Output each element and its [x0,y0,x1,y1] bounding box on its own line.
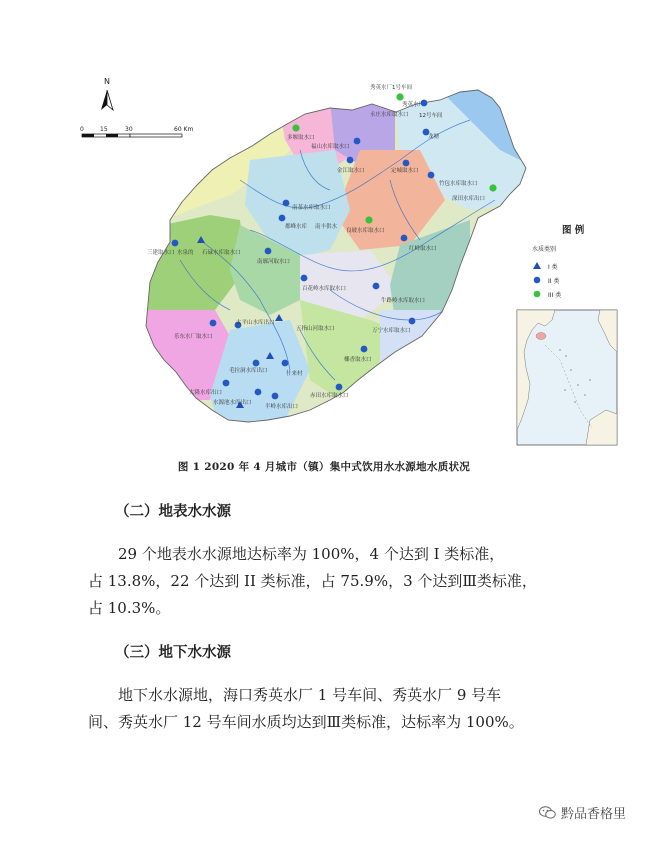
site-label: 竹包水库取水口 [439,181,478,187]
paragraph-surface-water [88,541,588,622]
site-label: 椰香取水口 [344,357,372,363]
legend-item-label: I 类 [548,264,558,271]
wechat-icon [539,806,556,819]
scale-bar [80,126,193,137]
hainan-island [140,80,540,430]
inset-map [517,310,617,445]
watermark-text: 黔品香格里 [560,807,626,822]
site-label: 太平山水库出口 [236,320,275,326]
legend-triangle-icon [533,262,541,269]
legend-item-label: III 类 [548,292,562,299]
site-label: 福山水库取水口 [311,144,350,150]
scale-tick-15: 15 [100,126,108,133]
site-label: 12号车间 [419,113,443,119]
site-label: 龙塘 [428,134,440,140]
site-label: 牛路岭水库取水口 [381,298,426,304]
figure-caption: 图 1 2020 年 4 月城市（镇）集中式饮用水水源地水质状况 [177,461,471,473]
legend-circle-green-icon [534,291,541,298]
site-label: 都峰水库 [285,224,308,230]
paragraph-line: 地下水水源地，海口秀英水厂 1 号车间、秀英水厂 9 号车 [118,686,502,704]
paragraph-line: 29 个地表水水源地达标率为 100%，4 个达到 I 类标准， [118,545,505,563]
map-legend [532,224,585,299]
site-label: 红岭取水口 [409,246,437,252]
site-label: 南丰供水 [315,224,338,230]
scale-tick-30: 30 [125,126,133,133]
site-label: 万宁水库取水口 [372,328,411,334]
site-label: 定城取水口 [391,168,419,174]
site-label: 赤田水库取水口 [310,393,349,399]
paragraph-groundwater [88,682,588,736]
site-label: 深田水库出口 [452,196,486,202]
site-label: 秀英水厂1号车间 [370,85,412,91]
site-label: 南茶水库取水口 [292,205,331,211]
paragraph-line: 间、秀英水厂 12 号车间水质均达到Ⅲ类标准，达标率为 100%。 [88,713,524,731]
section-heading-surface-water: （二）地表水水源 [115,503,231,520]
site-label: 半岭水库出口 [265,404,299,410]
site-label: 永庄水库取水口 [370,112,409,118]
site-label: 金江取水口 [337,168,365,174]
scale-tick-0: 0 [80,126,84,133]
site-label: 五指山河取水口 [296,326,335,332]
site-label: 水泉的 [177,250,194,256]
site-label: 南廓河取水口 [257,259,291,265]
site-label: 大隆水库出口 [189,390,223,396]
site-label: 秀英水厂 [402,102,425,108]
section-heading-groundwater: （三）地下水水源 [115,644,231,661]
watermark [539,803,626,822]
site-label: 多堰取水口 [287,135,315,141]
site-label: 百花岭水库取水口 [302,286,347,292]
legend-circle-blue-icon [534,277,541,284]
legend-subtitle: 水质类别 [532,246,557,253]
legend-item-label: II 类 [548,278,560,285]
paragraph-line: 占 13.8%，22 个达到 II 类标准，占 75.9%，3 个达到Ⅲ类标准， [88,572,537,590]
legend-title: 图 例 [562,225,585,236]
site-label: 良玻水库取水口 [346,228,385,234]
site-label: 毛拉洞水库出口 [229,368,268,374]
site-label: 石碌水库取水口 [202,250,241,256]
scale-tick-60: 60 Km [174,126,194,133]
site-label: 什来村 [286,371,303,377]
site-label: 水源池水库出口 [213,400,252,406]
site-label: 乐东水厂取水口 [174,334,213,340]
north-arrow-icon [101,77,113,110]
paragraph-line: 占 10.3%。 [88,599,171,617]
site-label: 三建取水口 [147,250,175,256]
north-label: N [104,77,110,86]
